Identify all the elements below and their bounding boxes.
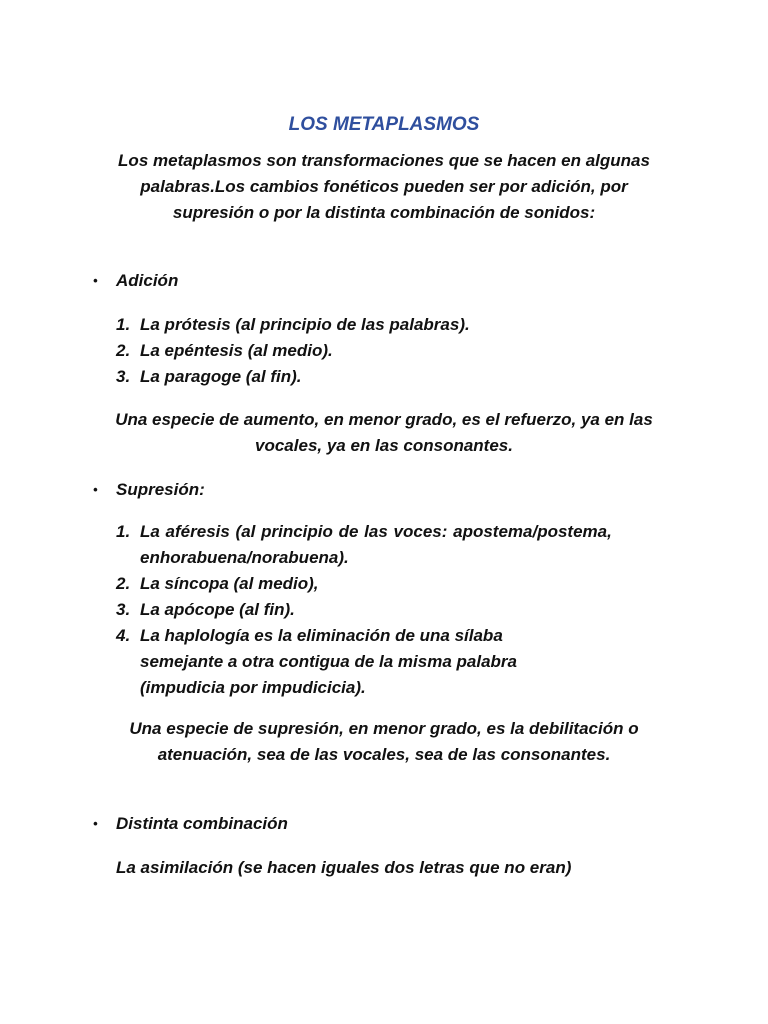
list-item [116, 623, 676, 701]
section-heading-supresion: Supresión: [116, 480, 205, 499]
list-supresion [116, 519, 676, 701]
list-item-text: La epéntesis (al medio). [140, 341, 333, 360]
bullet-icon: • [93, 273, 98, 288]
list-number: 1. [116, 522, 131, 541]
list-number: 3. [116, 600, 131, 619]
bullet-icon: • [93, 482, 98, 497]
list-item-text: La paragoge (al fin). [140, 367, 302, 386]
list-item-text: La síncopa (al medio), [140, 574, 319, 593]
list-adicion [116, 312, 696, 390]
list-item-text: La aféresis (al principio de las voces: apostema/postema, enhorabuena/norabuena). [140, 522, 612, 567]
list-item [116, 519, 612, 571]
list-item [116, 597, 676, 623]
list-item [116, 338, 696, 364]
note-adicion: Una especie de aumento, en menor grado, es el refuerzo, ya en las vocales, ya en las consonantes. [115, 410, 653, 455]
list-item-text: La prótesis (al principio de las palabras). [140, 315, 470, 334]
section-heading-combinacion: Distinta combinación [116, 814, 288, 833]
list-item-text: La apócope (al fin). [140, 600, 295, 619]
combinacion-text: La asimilación (se hacen iguales dos letras que no eran) [116, 858, 572, 877]
list-number: 1. [116, 315, 131, 334]
list-number: 3. [116, 367, 131, 386]
bullet-icon: • [93, 816, 98, 831]
list-item [116, 571, 676, 597]
list-item [116, 364, 696, 390]
note-supresion: Una especie de supresión, en menor grado, es la debilitación o atenuación, sea de las vocales, sea de las consonantes. [129, 719, 639, 764]
page-title: LOS METAPLASMOS [288, 114, 480, 135]
intro-paragraph: Los metaplasmos son transformaciones que se hacen en algunas palabras.Los cambios fonéticos pueden ser por adición, por supresión o por la distinta combinación de sonidos: [118, 151, 650, 222]
list-number: 2. [116, 574, 131, 593]
list-item-text: La haplología es la eliminación de una sílaba semejante a otra contigua de la misma palabra (impudicia por impudicicia). [140, 626, 517, 697]
list-number: 2. [116, 341, 131, 360]
list-number: 4. [116, 626, 131, 645]
list-item [116, 312, 696, 338]
section-heading-adicion: Adición [116, 271, 179, 290]
